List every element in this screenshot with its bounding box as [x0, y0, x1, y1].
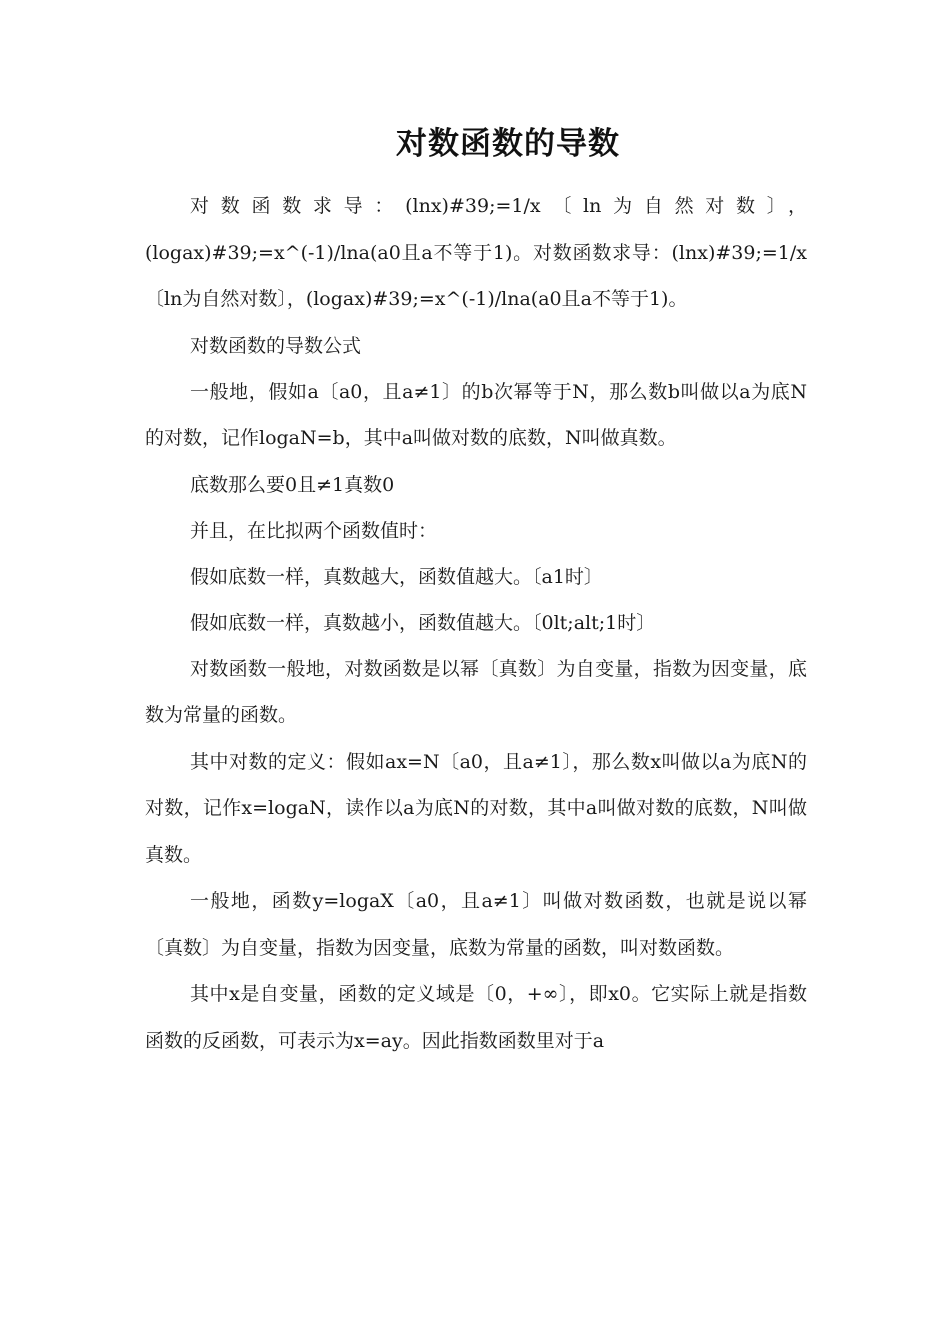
- paragraph-base-condition: 底数那么要0且≠1真数0: [190, 473, 395, 496]
- paragraph-log-function-general: 对数函数一般地，对数函数是以幂〔真数〕为自变量，指数为因变量，底数为常量的函数。: [145, 657, 807, 726]
- paragraph-derivative-rules: 对数函数求导：(lnx)#39;=1/x〔ln为自然对数〕，(logax)#39;=x^(-1)/lna(a0且a不等于1)。对数函数求导：(lnx)#39;=1/x〔ln为自然对数〕，(logax)#39;=x^(-1)/lna(a0且a不等于1)。: [145, 195, 807, 310]
- paragraph-compare-case-2: 假如底数一样，真数越小，函数值越大。〔0lt;alt;1时〕: [190, 611, 656, 634]
- paragraph-compare-intro: 并且，在比拟两个函数值时：: [190, 519, 438, 542]
- paragraph-compare-case-1: 假如底数一样，真数越大，函数值越大。〔a1时〕: [190, 565, 603, 588]
- paragraph-domain: 其中x是自变量，函数的定义域是〔0，+∞〕，即x0。它实际上就是指数函数的反函数，可表示为x=ay。因此指数函数里对于a: [145, 983, 807, 1052]
- paragraph-log-definition-formal: 其中对数的定义：假如ax=N〔a0，且a≠1〕，那么数x叫做以a为底N的对数，记作x=logaN，读作以a为底N的对数，其中a叫做对数的底数，N叫做真数。: [145, 750, 807, 866]
- document-body: [145, 183, 807, 1064]
- paragraph-log-function-definition: 一般地，函数y=logaX〔a0，且a≠1〕叫做对数函数，也就是说以幂〔真数〕为自变量，指数为因变量，底数为常量的函数，叫对数函数。: [145, 890, 807, 959]
- paragraph-log-definition: 一般地，假如a〔a0，且a≠1〕的b次幂等于N，那么数b叫做以a为底N的对数，记作logaN=b，其中a叫做对数的底数，N叫做真数。: [145, 380, 807, 449]
- document-title: 对数函数的导数: [396, 126, 620, 162]
- paragraph-formula-heading: 对数函数的导数公式: [190, 334, 362, 357]
